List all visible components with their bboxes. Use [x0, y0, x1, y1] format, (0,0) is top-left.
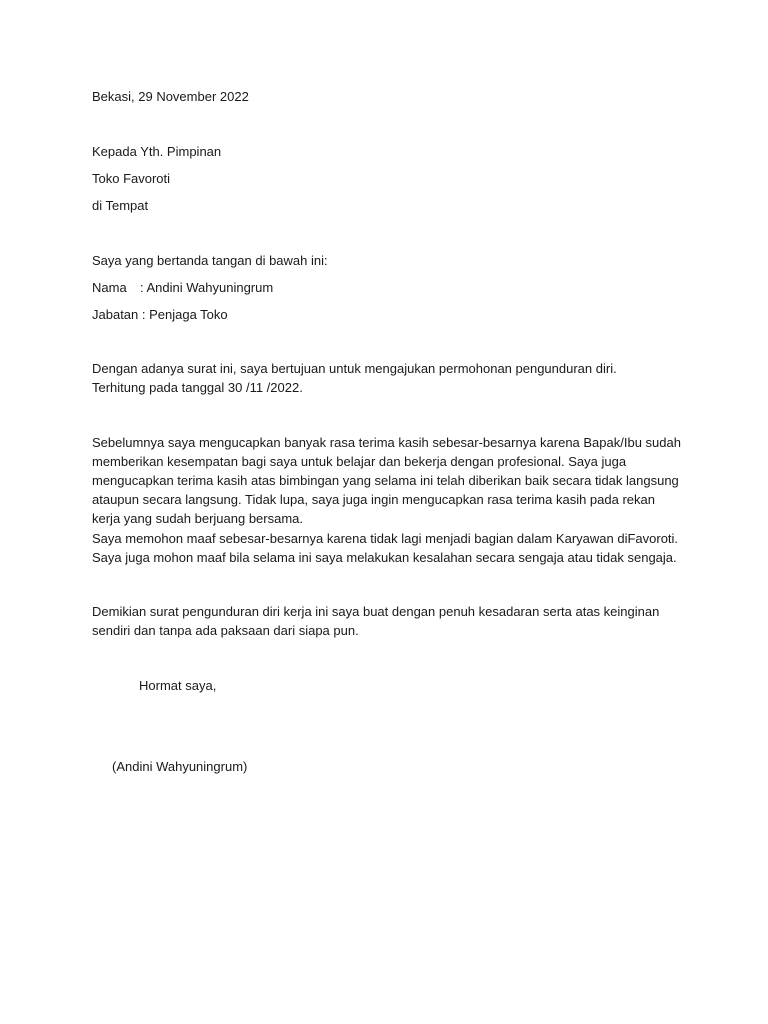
paragraph-line: Sebelumnya saya mengucapkan banyak rasa terima kasih sebesar-besarnya karena Bapak/Ibu sudah — [92, 435, 681, 450]
paragraph-line: Saya memohon maaf sebesar-besarnya karena tidak lagi menjadi bagian dalam Karyawan diFavoroti. — [92, 531, 679, 546]
paragraph-conclusion — [92, 602, 682, 640]
paragraph-line: Saya juga mohon maaf bila selama ini saya melakukan kesalahan secara sengaja atau tidak sengaja. — [92, 550, 677, 565]
paragraph-line: Demikian surat pengunduran diri kerja ini saya buat dengan penuh kesadaran serta atas keinginan — [92, 604, 660, 619]
name-value: : Andini Wahyuningrum — [140, 280, 274, 295]
position-label: Jabatan — [92, 307, 139, 322]
paragraph-line: Terhitung pada tanggal 30 /11 /2022. — [92, 380, 303, 395]
paragraph-line: mengucapkan terima kasih atas bimbingan yang selama ini telah diberikan baik secara tidak langsung — [92, 473, 679, 488]
paragraph-apology — [92, 529, 682, 567]
paragraph-line: ataupun secara langsung. Tidak lupa, saya juga ingin mengucapkan rasa terima kasih pada rekan — [92, 492, 655, 507]
identity-position-row — [92, 305, 228, 324]
intro-text: Saya yang bertanda tangan di bawah ini: — [92, 253, 328, 268]
place-date: Bekasi, 29 November 2022 — [92, 89, 249, 104]
recipient-line-1: Kepada Yth. Pimpinan — [92, 144, 222, 159]
paragraph-line: kerja yang sudah berjuang bersama. — [92, 511, 304, 526]
paragraph-line: memberikan kesempatan bagi saya untuk belajar dan bekerja dengan profesional. Saya juga — [92, 454, 627, 469]
identity-name-row — [92, 278, 273, 297]
position-value: : Penjaga Toko — [138, 307, 228, 322]
name-label: Nama — [92, 280, 127, 295]
closing-text: Hormat saya, — [139, 678, 217, 693]
paragraph-line: Dengan adanya surat ini, saya bertujuan untuk mengajukan permohonan pengunduran diri. — [92, 361, 617, 376]
paragraph-gratitude — [92, 433, 682, 528]
recipient-line-2: Toko Favoroti — [92, 171, 171, 186]
signature-name: (Andini Wahyuningrum) — [112, 759, 248, 774]
paragraph-request — [92, 359, 682, 397]
recipient-line-3: di Tempat — [92, 198, 149, 213]
paragraph-line: sendiri dan tanpa ada paksaan dari siapa pun. — [92, 623, 359, 638]
